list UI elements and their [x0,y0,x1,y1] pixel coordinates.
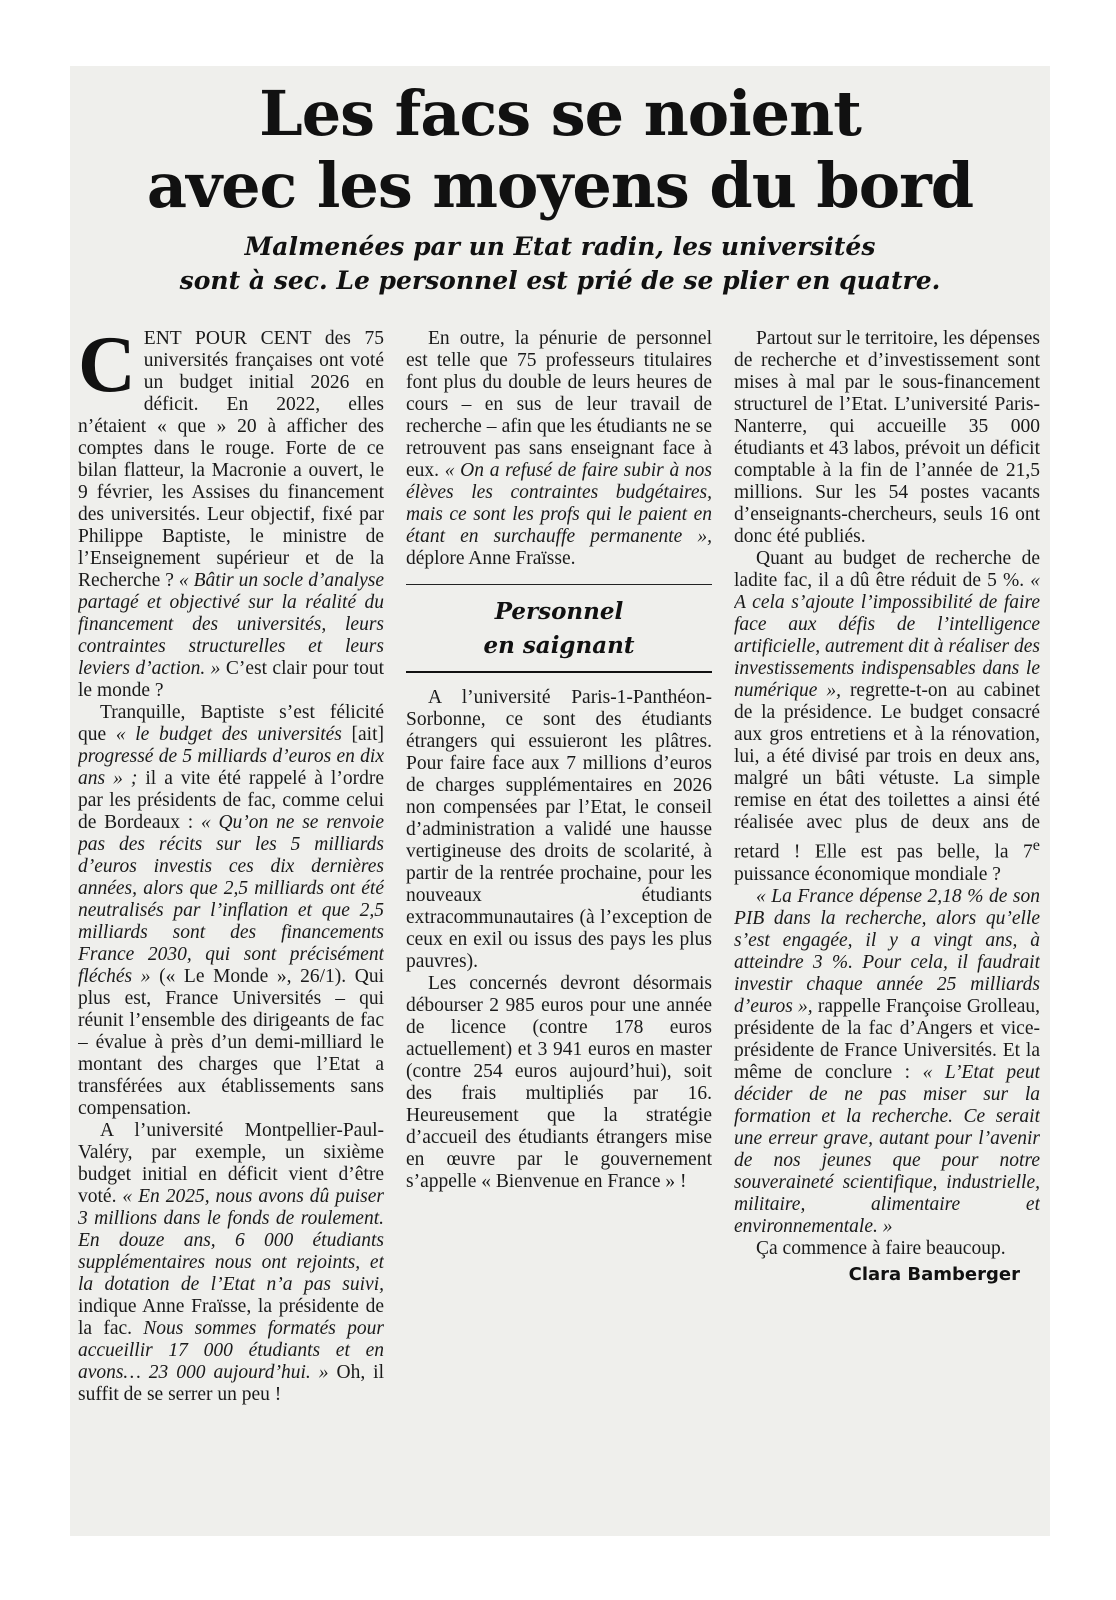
deck-line-2: sont à sec. Le personnel est prié de se plier en quatre. [179,266,941,295]
section-subhead [406,595,712,663]
column-1 [78,328,384,1528]
subhead-line-2: en saignant [483,632,635,659]
divider-top [406,584,712,585]
paragraph-10: Ça commence à faire beaucoup. [756,1237,1006,1259]
byline: Clara Bamberger [848,1263,1020,1285]
subhead-line-1: Personnel [494,598,624,625]
headline-line-2: avec les moyens du bord [146,149,974,222]
headline-line-1: Les facs se noient [259,77,861,150]
paragraph-2: Tranquille, Baptiste s’est félicité que « le budget des universités [ait] progressé de 5 milliards d’euros en dix ans » ; il a vite été rappelé à l’ordre par les présidents de fac, comme celui de Bordeaux : « Qu’on ne se renvoie pas des récits sur les 5 milliards d’euros investis ces dix dernières années, alors que 2,5 milliards ont été neutralisés par l’inflation et que 2,5 milliards sont des financements France 2030, qui sont précisément fléchés » (« Le Monde », 26/1). Qui plus est, France Universités – qui réunit l’ensemble des dirigeants de fac – évalue à près d’un demi-milliard le montant des charges que l’Etat a transférées aux établissements sans compensation. [78,702,384,1119]
divider-bottom [406,671,712,673]
paragraph-3: A l’université Montpellier-Paul-Valéry, par exemple, un sixième budget initial en déficit vient d’être voté. « En 2025, nous avons dû puiser 3 millions dans le fonds de roulement. En douze ans, 6 000 étudiants supplémentaires nous ont rejoints, et la dotation de l’Etat n’a pas suivi, indique Anne Fraïsse, la présidente de la fac. Nous sommes formatés pour accueillir 17 000 étudiants et en avons… 23 000 aujourd’hui. » Oh, il suffit de se serrer un peu ! [78,1120,384,1405]
headline [70,78,1050,222]
paragraph-1: CENT POUR CENT des 75 universités françaises ont voté un budget initial 2026 en déficit. En 2022, elles n’étaient « que » 20 à afficher des comptes dans le rouge. Forte de ce bilan flatteur, la Macronie a ouvert, le 9 février, les Assises du financement des universités. Leur objectif, fixé par Philippe Baptiste, le ministre de l’Enseignement supérieur et de la Recherche ? « Bâtir un socle d’analyse partagé et objectivé sur la réalité du financement des universités, leurs contraintes structurelles et leurs leviers d’action. » C’est clair pour tout le monde ? [78,328,384,701]
drop-cap: C [78,328,136,409]
paragraph-7: Partout sur le territoire, les dépenses de recherche et d’investissement sont mises à mal par le sous-financement structurel de l’Etat. L’université Paris-Nanterre, qui accueille 35 000 étudiants et 43 labos, prévoit un déficit comptable à la fin de l’année de 21,5 millions. Sur les 54 postes vacants d’enseignants-chercheurs, seuls 16 ont donc été publiés. [734,328,1040,547]
paragraph-8: Quant au budget de recherche de ladite fac, il a dû être réduit de 5 %. « A cela s’ajoute l’impossibilité de faire face aux défis de l’intelligence artificielle, autrement dit à réaliser des investissements indispensables dans le numérique », regrette-t-on au cabinet de la présidence. Le budget consacré aux gros entretiens et à la rénovation, lui, a été divisé par trois en deux ans, malgré un bâti vétuste. La simple remise en état des toilettes a ainsi été réalisée avec plus de deux ans de retard ! Elle est pas belle, la 7e puissance économique mondiale ? [734,548,1040,885]
deck-subtitle [70,230,1050,298]
deck-line-1: Malmenées par un Etat radin, les universités [244,232,876,261]
paragraph-9: « La France dépense 2,18 % de son PIB dans la recherche, alors qu’elle s’est engagée, il y a vingt ans, à atteindre 3 %. Pour cela, il faudrait investir chaque année 25 milliards d’euros », rappelle Françoise Grolleau, présidente de la fac d’Angers et vice-présidente de France Universités. Et la même de conclure : « L’Etat peut décider de ne pas miser sur la formation et la recherche. Ce serait une erreur grave, autant pour l’avenir de nos jeunes que pour notre souveraineté scientifique, industrielle, militaire, alimentaire et environnementale. » [734,885,1040,1237]
paragraph-5: A l’université Paris-1-Panthéon-Sorbonne, ce sont des étudiants étrangers qui essuieront les plâtres. Pour faire face aux 7 millions d’euros de charges supplémentaires en 2026 non compensées par l’Etat, le conseil d’administration a validé une hausse vertigineuse des droits de scolarité, à partir de la rentrée prochaine, pour les nouveaux étudiants extracommunautaires (à l’exception de ceux en exil ou issus des pays les plus pauvres). [406,687,712,972]
paragraph-4: En outre, la pénurie de personnel est telle que 75 professeurs titulaires font plus du double de leurs heures de cours – en sus de leur travail de recherche – afin que les étudiants ne se retrouvent pas sans enseignant face à eux. « On a refusé de faire subir à nos élèves les contraintes budgétaires, mais ce sont les profs qui le paient en étant en surchauffe permanente », déplore Anne Fraïsse. [406,328,712,569]
paragraph-6: Les concernés devront désormais débourser 2 985 euros pour une année de licence (contre 178 euros actuellement) et 3 941 euros en master (contre 254 euros aujourd’hui), soit des frais multipliés par 16. Heureusement que la stratégie d’accueil des étudiants étrangers mise en œuvre par le gouvernement s’appelle « Bienvenue en France » ! [406,973,712,1192]
column-2 [406,328,712,1528]
column-3 [734,328,1040,1528]
article-page [70,66,1050,1536]
